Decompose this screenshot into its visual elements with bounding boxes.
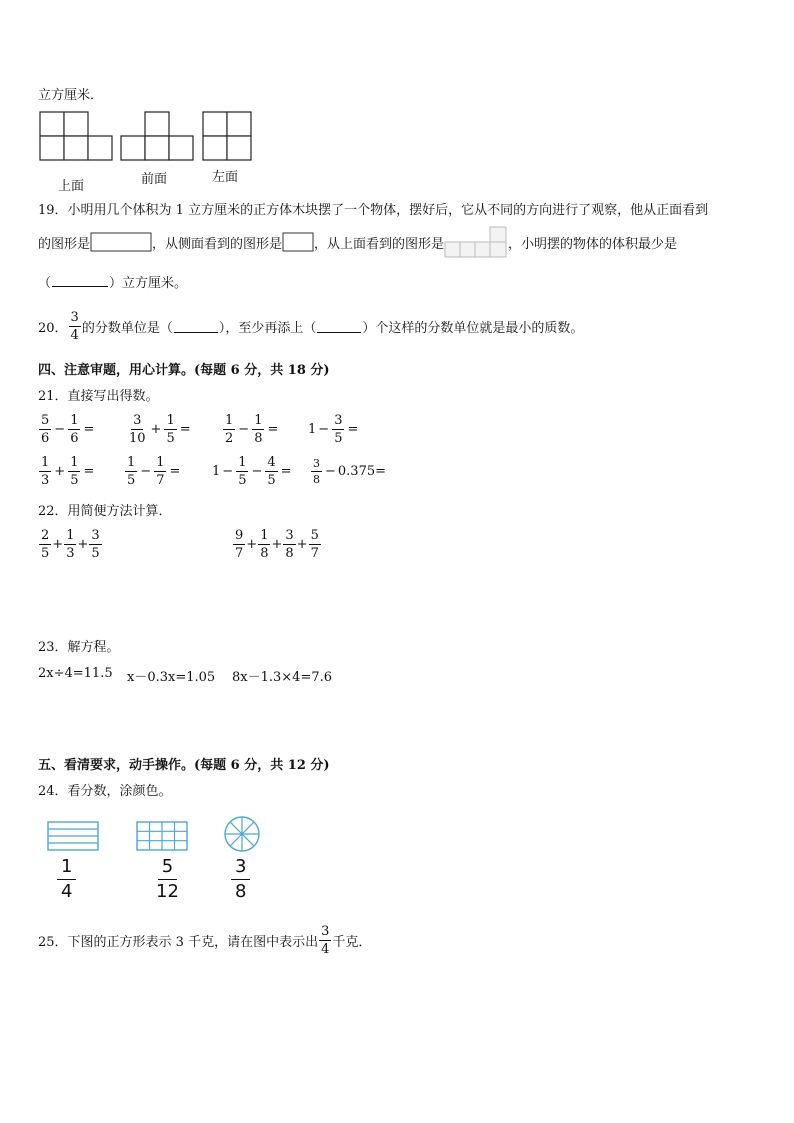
q24-rect-four-strips[interactable] [48, 822, 98, 850]
q20-text-b: ），至少再添上（ [218, 320, 317, 336]
q20-line [38, 306, 583, 346]
q19-line2 [38, 226, 677, 258]
q20-blank-1[interactable] [174, 320, 218, 333]
q21-r1-c3: $\frac{1}{2}$ − $\frac{1}{8}$ = [225, 412, 279, 446]
q25-fraction [319, 925, 331, 956]
q24-rect-twelve-grid[interactable] [137, 822, 187, 850]
q19-close-text: ）立方厘米。 [109, 276, 188, 291]
q18-label-left: 左面 [212, 170, 239, 185]
section4-title: 四、注意审题，用心计算。(每题 6 分，共 18 分) [38, 363, 330, 378]
q22-expression-1: $\frac{2}{5}$ + $\frac{1}{3}$ + $\frac{3}{5}$ [41, 527, 100, 561]
section5-title: 五、看清要求，动手操作。(每题 6 分，共 12 分) [38, 758, 330, 773]
q25-line [38, 920, 371, 960]
q19-open-paren: （ [38, 276, 52, 291]
q24-fraction-1 [56, 858, 77, 901]
q25-text-a: 25．下图的正方形表示 3 千克，请在图中表示出 [38, 934, 319, 950]
q25-frac-numerator: 3 [321, 923, 330, 939]
q24-fraction-2 [151, 858, 184, 901]
q24-s3-spoke [242, 834, 254, 846]
q24-fraction-3 [230, 858, 251, 901]
q19-line3 [38, 272, 187, 291]
q20-fraction [69, 311, 81, 342]
q21-r2-c3: 1 − $\frac{1}{5}$ − $\frac{4}{5}$ = [212, 454, 292, 488]
q24-f3-numerator: 3 [231, 858, 250, 880]
q20-frac-denominator: 4 [70, 327, 79, 343]
q21-r2-c1: $\frac{1}{3}$ + $\frac{1}{5}$ = [41, 454, 95, 488]
q25-frac-denominator: 4 [321, 941, 330, 957]
q21-r2-c4: $\frac{3}{8}$ − 0.375 = [313, 456, 387, 486]
q21-r1-c2: $\frac{3}{10}$ + $\frac{1}{5}$ = [129, 412, 191, 446]
q24-s3-spoke [230, 822, 242, 834]
q18-label-top: 上面 [58, 179, 85, 194]
q24-f1-denominator: 4 [61, 881, 73, 902]
q24-f2-denominator: 12 [156, 881, 179, 902]
q21-r1-c1: $\frac{5}{6}$ − $\frac{1}{6}$ = [41, 412, 95, 446]
q18-label-front: 前面 [141, 172, 168, 187]
q23-equation-2: x－0.3x=1.05 [127, 670, 216, 685]
q19-line1: 19．小明用几个体积为 1 立方厘米的正方体木块摆了一个物体，摆好后，它从不同的方向进行了观察，他从正面看到 [38, 203, 709, 218]
q23-title: 23．解方程。 [38, 640, 120, 655]
q24-f2-numerator: 5 [158, 858, 177, 880]
q21-r2-c2: $\frac{1}{5}$ − $\frac{1}{7}$ = [127, 454, 181, 488]
q24-shapes [40, 815, 270, 855]
q20-blank-2[interactable] [317, 320, 361, 333]
q21-title: 21．直接写出得数。 [38, 389, 159, 404]
q18-left-view [203, 112, 251, 160]
q18-tail-text: 立方厘米． [38, 88, 104, 103]
q19-front-view-figure [90, 227, 152, 257]
q18-front-view [121, 112, 193, 160]
q19-text-c: ，从上面看到的图形是 [314, 236, 445, 252]
q22-title: 22．用简便方法计算． [38, 504, 172, 519]
q19-side-view-figure [282, 227, 314, 257]
q20-number: 20． [38, 320, 68, 336]
q19-answer-blank[interactable] [52, 274, 108, 287]
q19-text-a: 的图形是 [38, 236, 91, 252]
q24-title: 24．看分数，涂颜色。 [38, 784, 172, 799]
q23-equation-3: 8x－1.3×4=7.6 [232, 670, 333, 685]
q18-top-view [40, 112, 112, 160]
q20-text-a: 的分数单位是（ [81, 320, 173, 336]
q24-f1-numerator: 1 [57, 858, 76, 880]
q22-expression-2: $\frac{9}{7}$ + $\frac{1}{8}$ + $\frac{3}{8}$ + $\frac{5}{7}$ [235, 527, 319, 561]
q24-s3-spoke [230, 834, 242, 846]
q19-text-b: ，从侧面看到的图形是 [152, 236, 283, 252]
q24-f3-denominator: 8 [235, 881, 247, 902]
q19-text-d: ，小明摆的物体的体积最少是 [508, 236, 678, 252]
q21-r1-c4: 1 − $\frac{3}{5}$ = [308, 412, 359, 446]
q25-text-b: 千克． [332, 934, 372, 950]
q23-equation-1: 2x÷4=11.5 [38, 666, 113, 681]
q24-circle-eight-sectors[interactable] [225, 817, 259, 851]
q24-s3-spoke [242, 822, 254, 834]
q20-text-c: ）个这样的分数单位就是最小的质数。 [362, 320, 584, 336]
q20-frac-numerator: 3 [70, 309, 79, 325]
q19-top-view-figure [444, 226, 508, 258]
